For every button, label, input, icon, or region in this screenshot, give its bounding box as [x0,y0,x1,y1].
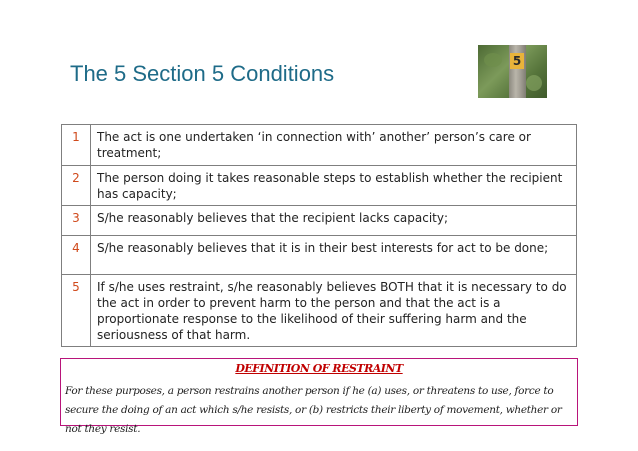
condition-text: S/he reasonably believes that the recipient lacks capacity; [91,206,577,236]
condition-text: S/he reasonably believes that it is in their best interests for act to be done; [91,236,577,275]
condition-number: 1 [62,125,91,166]
table-row [62,206,577,236]
definition-box [60,358,578,435]
condition-number: 2 [62,166,91,206]
conditions-table [61,124,577,347]
definition-body: For these purposes, a person restrains another person if he (a) uses, or threatens to use, force to secure the doing of an act which s/he resists, or (b) restricts their liberty of movement, whether or not they resist. [65,385,562,435]
definition-heading: DEFINITION OF RESTRAINT [235,362,403,375]
condition-text: If s/he uses restraint, s/he reasonably believes BOTH that it is necessary to do the act in order to prevent harm to the person and that the act is a proportionate response to the likelihood of their suffering harm and the seriousness of that harm. [91,275,577,347]
table-row [62,236,577,275]
condition-number: 4 [62,236,91,275]
foliage-highlight [484,53,502,67]
condition-text: The person doing it takes reasonable steps to establish whether the recipient has capacity; [91,166,577,206]
page-title: The 5 Section 5 Conditions [70,61,335,86]
condition-number: 5 [62,275,91,347]
table-row [62,125,577,166]
table-row [62,166,577,206]
condition-text: The act is one undertaken ‘in connection with’ another’ person’s care or treatment; [91,125,577,166]
table-row [62,275,577,347]
signpost-photo [478,45,547,98]
number-plate: 5 [510,53,524,69]
condition-number: 3 [62,206,91,236]
foliage-highlight [526,75,542,91]
